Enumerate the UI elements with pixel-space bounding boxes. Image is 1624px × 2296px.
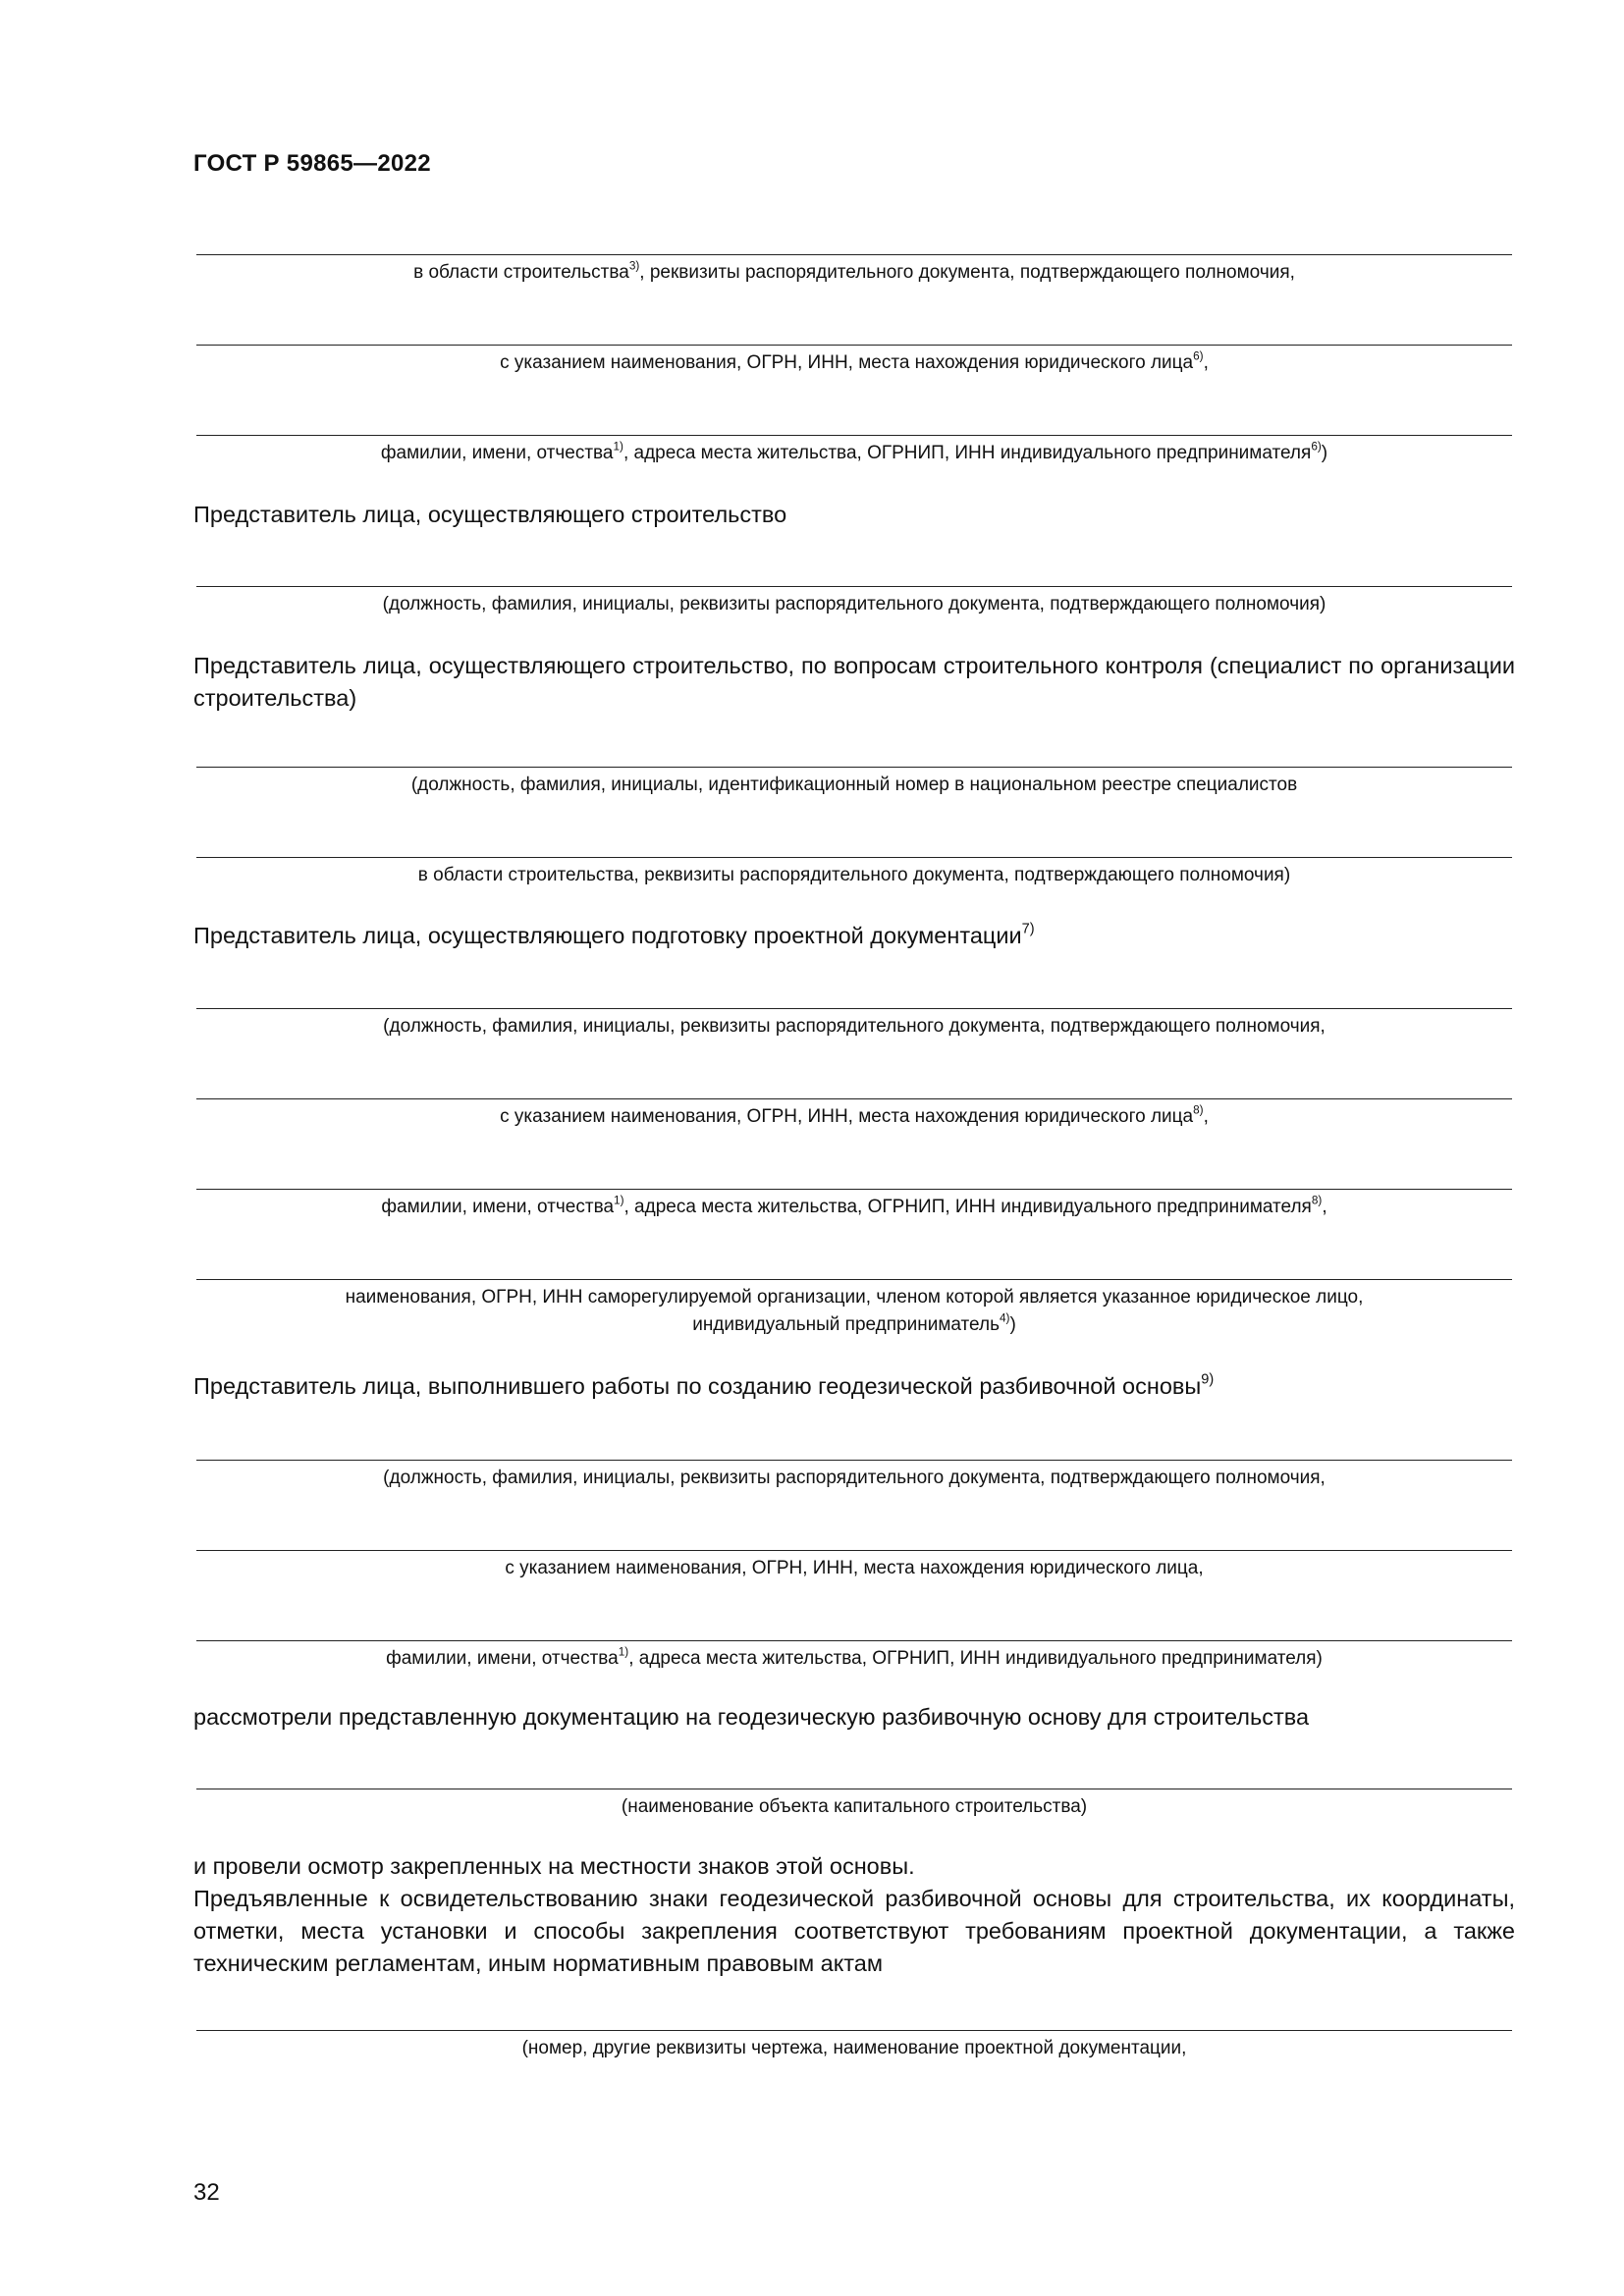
body-paragraph: Предъявленные к освидетельствованию знаки геодезической разбивочной основы для строительства, их координаты, отметки, места установки и способы закрепления соответствуют требованиям проектной документации, а также техническим регламентам, иным нормативным правовым актам [193, 1886, 1515, 1976]
body-paragraph-line: и провели осмотр закрепленных на местности знаков этой основы. [193, 1853, 915, 1879]
field-caption: (наименование объекта капитального строительства) [621, 1796, 1088, 1817]
field-caption: фамилии, имени, отчества$^{1)}$, адреса места жительства, ОГРНИП, ИНН индивидуального предпринимателя) [386, 1645, 1323, 1669]
fill-in-line[interactable] [196, 435, 1512, 436]
fill-in-line[interactable] [196, 857, 1512, 858]
field-caption: фамилии, имени, отчества$^{1)}$, адреса места жительства, ОГРНИП, ИНН индивидуального предпринимателя$^{6)}$) [380, 440, 1328, 463]
fill-in-line[interactable] [196, 1640, 1512, 1641]
fill-in-line[interactable] [196, 1279, 1512, 1280]
field-caption: с указанием наименования, ОГРН, ИНН, места нахождения юридического лица, [505, 1558, 1204, 1578]
fill-in-line[interactable] [196, 1008, 1512, 1009]
page-number: 32 [193, 2179, 220, 2206]
field-caption: (номер, другие реквизиты чертежа, наименование проектной документации, [521, 2038, 1187, 2058]
field-caption: с указанием наименования, ОГРН, ИНН, места нахождения юридического лица$^{8)}$, [500, 1103, 1209, 1127]
standard-header: ГОСТ Р 59865—2022 [193, 150, 431, 177]
field-caption: наименования, ОГРН, ИНН саморегулируемой организации, членом которой является указанное юридическое лицо, [345, 1287, 1364, 1308]
field-caption-continuation: индивидуальный предприниматель$^{4)}$) [692, 1311, 1016, 1335]
section-heading: Представитель лица, осуществляющего строительство [193, 502, 787, 527]
fill-in-line[interactable] [196, 1550, 1512, 1551]
section-heading: Представитель лица, осуществляющего строительство, по вопросам строительного контроля (специалист по организации строительства) [193, 653, 1515, 711]
field-caption: в области строительства$^{3)}$, реквизиты распорядительного документа, подтверждающего полномочия, [413, 259, 1295, 283]
fill-in-line[interactable] [196, 254, 1512, 255]
fill-in-line[interactable] [196, 586, 1512, 587]
fill-in-line[interactable] [196, 345, 1512, 346]
field-caption: с указанием наименования, ОГРН, ИНН, места нахождения юридического лица$^{6)}$, [500, 349, 1209, 373]
fill-in-line[interactable] [196, 1189, 1512, 1190]
fill-in-line[interactable] [196, 2030, 1512, 2031]
fill-in-line[interactable] [196, 767, 1512, 768]
fill-in-line[interactable] [196, 1098, 1512, 1099]
field-caption: (должность, фамилия, инициалы, реквизиты распорядительного документа, подтверждающего полномочия, [383, 1016, 1326, 1037]
field-caption: (должность, фамилия, инициалы, идентификационный номер в национальном реестре специалистов [410, 774, 1298, 795]
field-caption: в области строительства, реквизиты распорядительного документа, подтверждающего полномочия) [417, 865, 1291, 885]
section-heading: Представитель лица, выполнившего работы по созданию геодезической разбивочной основы$^{9)}$ [193, 1371, 1215, 1399]
section-heading: Представитель лица, осуществляющего подготовку проектной документации$^{7)}$ [193, 921, 1035, 948]
field-caption: (должность, фамилия, инициалы, реквизиты распорядительного документа, подтверждающего полномочия) [382, 594, 1326, 614]
section-heading: рассмотрели представленную документацию на геодезическую разбивочную основу для строительства [193, 1704, 1310, 1730]
field-caption: (должность, фамилия, инициалы, реквизиты распорядительного документа, подтверждающего полномочия, [383, 1468, 1326, 1488]
fill-in-line[interactable] [196, 1460, 1512, 1461]
field-caption: фамилии, имени, отчества$^{1)}$, адреса места жительства, ОГРНИП, ИНН индивидуального предпринимателя$^{8)}$, [381, 1194, 1327, 1217]
